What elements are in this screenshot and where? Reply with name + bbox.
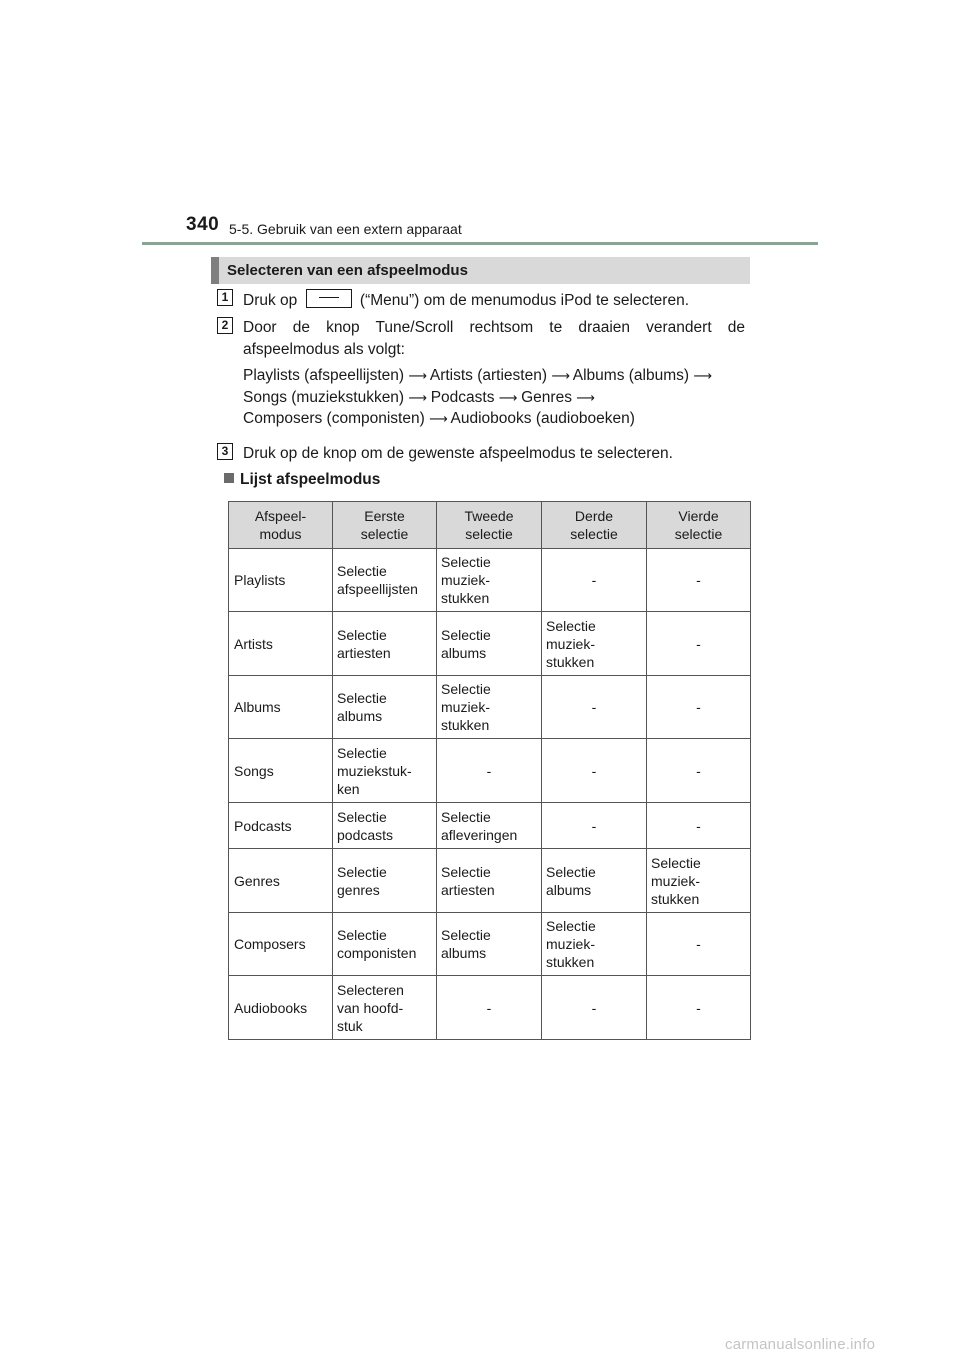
table-cell: Podcasts	[229, 803, 333, 849]
table-cell: -	[542, 676, 647, 739]
page-number: 340	[186, 214, 220, 235]
table-cell: -	[542, 803, 647, 849]
table-cell: Audiobooks	[229, 976, 333, 1040]
table-cell: Playlists	[229, 549, 333, 612]
step-number-1: 1	[217, 289, 233, 306]
mode-sequence-line-2	[243, 387, 745, 409]
step-3-text: Druk op de knop om de gewenste afspeelmodus te selecteren.	[243, 445, 673, 462]
table-cell: Selectie componisten	[333, 913, 437, 976]
menu-button-icon	[306, 289, 352, 308]
table-cell: Selectie artiesten	[437, 849, 542, 913]
table-cell: Genres	[229, 849, 333, 913]
arrow-right-icon: ⟶	[429, 411, 448, 426]
table-cell: Composers	[229, 913, 333, 976]
subheading-text: Lijst afspeelmodus	[240, 471, 381, 488]
step-1-text	[243, 289, 745, 312]
table-cell: Songs	[229, 739, 333, 803]
mode-item: Genres	[521, 389, 572, 406]
table-row	[229, 739, 751, 803]
table-cell: Selectie albums	[437, 612, 542, 676]
step-2-text: Door de knop Tune/Scroll rechtsom te draaien verandert de afspeelmodus als volgt:	[243, 319, 745, 358]
column-header-fourth: Vierde selectie	[647, 502, 751, 549]
column-header-third: Derde selectie	[542, 502, 647, 549]
mode-sequence-line-1	[243, 365, 745, 387]
table-row	[229, 849, 751, 913]
table-cell: -	[647, 976, 751, 1040]
table-cell: Selectie muziek- stukken	[647, 849, 751, 913]
table-cell: -	[647, 739, 751, 803]
column-header-first: Eerste selectie	[333, 502, 437, 549]
column-header-mode: Afspeel- modus	[229, 502, 333, 549]
table-row	[229, 803, 751, 849]
table-cell: Selectie muziek- stukken	[437, 676, 542, 739]
mode-item: Artists (artiesten)	[429, 367, 547, 384]
table-cell: Selectie muziek- stukken	[542, 913, 647, 976]
subheading	[224, 471, 380, 489]
table-cell: -	[437, 739, 542, 803]
square-bullet-icon	[224, 473, 234, 483]
mode-item: Playlists (afspeellijsten)	[243, 367, 405, 384]
arrow-right-icon: ⟶	[551, 368, 570, 383]
mode-item: Podcasts	[430, 389, 495, 406]
table-cell: Artists	[229, 612, 333, 676]
table-row	[229, 676, 751, 739]
step-number-2: 2	[217, 317, 233, 334]
table-cell: -	[647, 803, 751, 849]
section-breadcrumb: 5-5. Gebruik van een extern apparaat	[229, 221, 462, 237]
arrow-right-icon: ⟶	[408, 390, 428, 405]
table-cell: Selectie genres	[333, 849, 437, 913]
table-cell: Selectie muziek- stukken	[437, 549, 542, 612]
table-cell: -	[542, 549, 647, 612]
table-cell: Selectie albums	[437, 913, 542, 976]
table-cell: -	[647, 612, 751, 676]
watermark: carmanualsonline.info	[725, 1336, 876, 1353]
table-row	[229, 976, 751, 1040]
table-cell: Selecteren van hoofd- stuk	[333, 976, 437, 1040]
table-cell: -	[542, 976, 647, 1040]
mode-item: Composers (componisten)	[243, 410, 425, 427]
table-header-row	[229, 502, 751, 549]
arrow-right-icon: ⟶	[576, 390, 595, 405]
table-cell: -	[437, 976, 542, 1040]
table-cell: Selectie albums	[542, 849, 647, 913]
step-number-3: 3	[217, 443, 233, 460]
step-1-text-after: (“Menu”) om de menumodus iPod te selecteren.	[359, 292, 690, 309]
table-cell: -	[542, 739, 647, 803]
arrow-right-icon: ⟶	[693, 368, 712, 383]
table-row	[229, 913, 751, 976]
table-cell: Selectie albums	[333, 676, 437, 739]
table-cell: Selectie muziekstuk- ken	[333, 739, 437, 803]
table-cell: Selectie podcasts	[333, 803, 437, 849]
table-cell: Selectie afleveringen	[437, 803, 542, 849]
column-header-second: Tweede selectie	[437, 502, 542, 549]
mode-item: Audiobooks (audioboeken)	[450, 410, 635, 427]
mode-sequence-line-3	[243, 408, 745, 430]
table-cell: Selectie afspeellijsten	[333, 549, 437, 612]
mode-item: Songs (muziekstukken)	[243, 389, 405, 406]
section-title: Selecteren van een afspeelmodus	[211, 257, 750, 284]
header-divider	[142, 242, 818, 245]
arrow-right-icon: ⟶	[408, 368, 428, 383]
table-cell: -	[647, 913, 751, 976]
mode-item: Albums (albums)	[572, 367, 690, 384]
step-1-text-before: Druk op	[243, 292, 298, 309]
playback-mode-table	[228, 501, 751, 1040]
table-cell: Albums	[229, 676, 333, 739]
table-cell: -	[647, 549, 751, 612]
arrow-right-icon: ⟶	[498, 390, 518, 405]
table-cell: Selectie muziek- stukken	[542, 612, 647, 676]
table-row	[229, 549, 751, 612]
table-row	[229, 612, 751, 676]
table-cell: -	[647, 676, 751, 739]
table-cell: Selectie artiesten	[333, 612, 437, 676]
